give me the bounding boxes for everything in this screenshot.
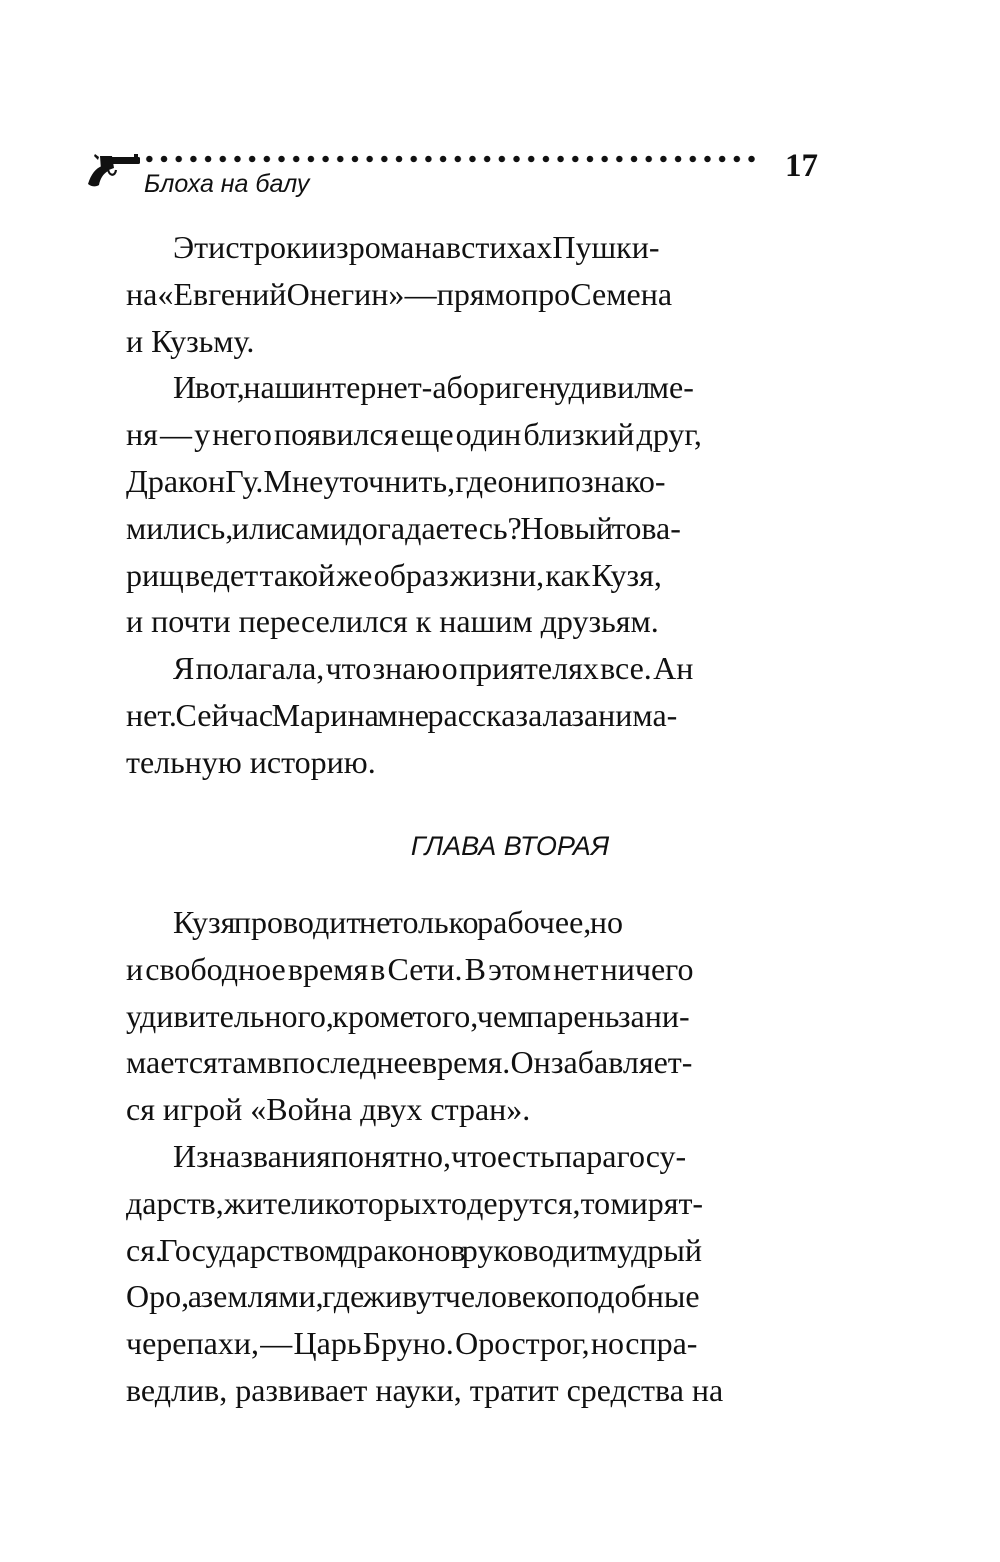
header-dotted-rule: [142, 155, 762, 163]
paragraph: [126, 645, 821, 785]
text-line: Оро, а землями, где живут человекоподобные: [126, 1278, 700, 1315]
paragraph: [126, 899, 821, 1133]
text-section-2: [126, 899, 821, 1414]
text-line: и Кузьму.: [126, 322, 255, 359]
text-line: на «Евгений Онегин» — прямо про Семена: [126, 275, 673, 312]
text-line: Кузя проводит не только рабочее, но: [173, 904, 624, 940]
text-line: И вот, наш интернет-абориген удивил ме-: [173, 369, 694, 406]
text-line: нет. Сейчас Марина мне рассказала занима-: [126, 696, 678, 733]
text-line: тельную историю.: [126, 743, 376, 780]
page-header: [86, 148, 826, 208]
page-number: 17: [785, 148, 818, 184]
text-line: рищ ведет такой же образ жизни, как Кузя,: [126, 556, 662, 593]
text-line: дарств, жители которых то дерутся, то мирят-: [126, 1184, 704, 1221]
paragraph: [126, 364, 821, 645]
text-line: ся. Государством драконов руководит мудрый: [126, 1231, 703, 1268]
text-line: Дракон Гу. Мне уточнить, где они познако-: [126, 462, 666, 499]
paragraph: [126, 1133, 821, 1414]
text-line: Из названия понятно, что есть пара госу-: [173, 1137, 687, 1174]
text-line: и свободное время в Сети. В этом нет ничего: [126, 950, 694, 987]
running-title: Блоха на балу: [144, 170, 310, 198]
text-line: ся игрой «Война двух стран».: [126, 1091, 531, 1128]
revolver-icon: [86, 154, 142, 188]
text-section-1: [126, 224, 821, 786]
text-line: мается там в последнее время. Он забавляет-: [126, 1044, 693, 1081]
text-line: Эти строки из романа в стихах Пушки-: [173, 229, 660, 265]
text-line: ня — у него появился еще один близкий друг,: [126, 416, 702, 453]
text-line: черепахи, — Царь Бруно. Оро строг, но спра-: [126, 1325, 698, 1362]
text-line: удивительного, кроме того, чем парень зани-: [126, 997, 690, 1034]
text-line: и почти переселился к нашим друзьям.: [126, 603, 659, 640]
chapter-title: ГЛАВА ВТОРАЯ: [410, 831, 610, 861]
paragraph: [126, 224, 821, 364]
text-line: ведлив, развивает науки, тратит средства на: [126, 1371, 724, 1408]
text-line: мились, или сами догадаетесь? Новый това-: [126, 509, 681, 546]
text-line: Я полагала, что знаю о приятелях все. Ан: [173, 650, 694, 687]
